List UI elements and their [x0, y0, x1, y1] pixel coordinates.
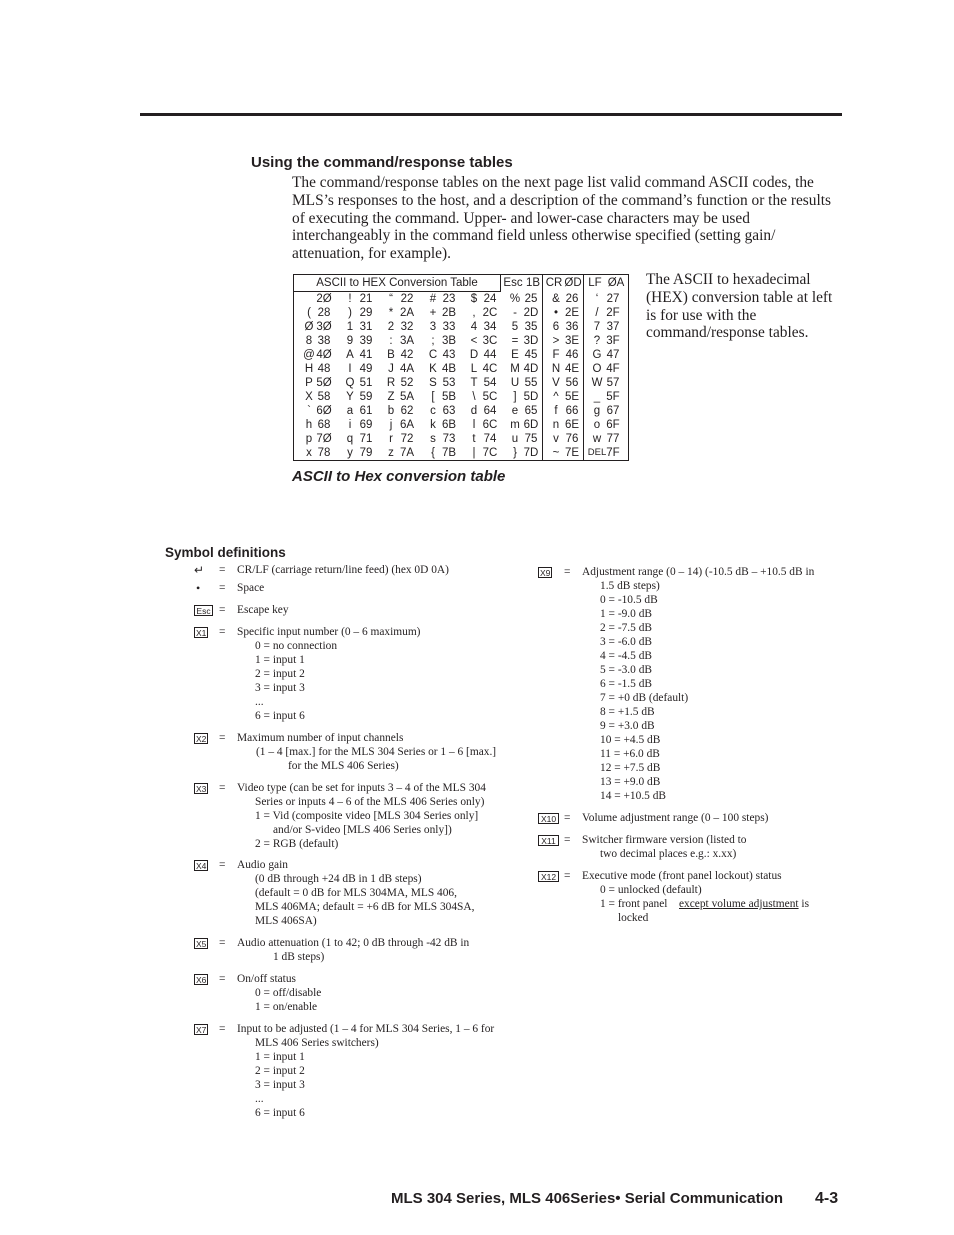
- x11-definition-line: two decimal places e.g.: x.xx): [600, 848, 737, 860]
- x10-symbol-box: X10: [538, 813, 559, 824]
- ascii-char: =: [511, 335, 519, 347]
- equals-sign: =: [219, 564, 226, 576]
- ascii-hex-value: 73: [442, 433, 456, 445]
- ascii-char: 4: [470, 321, 478, 333]
- ascii-char: v: [553, 433, 559, 445]
- ascii-char: f: [554, 405, 558, 417]
- ascii-hex-value: 3C: [482, 335, 498, 347]
- x1-definition-line: 6 = input 6: [255, 710, 305, 722]
- esc-label: Esc: [503, 277, 523, 289]
- ascii-char: g: [593, 405, 601, 417]
- ascii-char: (: [307, 307, 311, 319]
- x3-definition-line: 1 = Vid (composite video [MLS 304 Series only]: [255, 810, 479, 822]
- ascii-hex-value: 48: [317, 363, 331, 375]
- x12-underlined-text: except volume adjustment: [679, 898, 799, 910]
- ascii-hex-value: 23: [442, 293, 456, 305]
- esc-definition: Escape key: [237, 604, 289, 616]
- ascii-hex-value: 3E: [564, 335, 580, 347]
- ascii-char: _: [593, 391, 601, 403]
- equals-sign: =: [564, 812, 571, 824]
- ascii-hex-value: 4B: [441, 363, 457, 375]
- ascii-hex-value: 58: [317, 391, 331, 403]
- ascii-char: •: [553, 307, 559, 319]
- ascii-char: a: [346, 405, 354, 417]
- x3-definition-line: 2 = RGB (default): [255, 838, 339, 850]
- x9-definition-line: 4 = -4.5 dB: [600, 650, 652, 662]
- x11-definition-line: Switcher firmware version (listed to: [582, 834, 747, 846]
- ascii-char: [: [431, 391, 435, 403]
- ascii-hex-value: 7C: [482, 447, 498, 459]
- ascii-hex-value: 4F: [606, 363, 620, 375]
- equals-sign: =: [219, 732, 226, 744]
- x5-definition-line: Audio attenuation (1 to 42; 0 dB through -42 dB in: [237, 937, 470, 949]
- esc-hex: 1B: [525, 277, 541, 289]
- ascii-char: i: [348, 419, 352, 431]
- ascii-char: 1: [346, 321, 354, 333]
- ascii-table-title: ASCII to HEX Conversion Table: [294, 275, 501, 292]
- ascii-char: &: [552, 293, 560, 305]
- x12-definition-line: 0 = unlocked (default): [600, 884, 702, 896]
- x11-symbol-box: X11: [538, 835, 559, 846]
- ascii-hex-value: 25: [524, 293, 538, 305]
- ascii-char: +: [429, 307, 437, 319]
- x5-definition-line: 1 dB steps): [273, 951, 325, 963]
- ascii-char: O: [592, 363, 602, 375]
- ascii-char: d: [470, 405, 478, 417]
- ascii-hex-value: 6B: [441, 419, 457, 431]
- ascii-char: W: [591, 377, 603, 389]
- ascii-char: A: [346, 349, 354, 361]
- ascii-hex-table: [293, 274, 629, 461]
- equals-sign: =: [219, 973, 226, 985]
- x1-definition-line: 1 = input 1: [255, 654, 305, 666]
- ascii-char: `: [307, 405, 311, 417]
- page-number: 4-3: [815, 1190, 839, 1207]
- ascii-hex-value: 71: [359, 433, 373, 445]
- ascii-char: p: [305, 433, 313, 445]
- ascii-char: ?: [593, 335, 601, 347]
- equals-sign: =: [219, 582, 226, 594]
- equals-sign: =: [219, 604, 226, 616]
- x9-definition-line: 12 = +7.5 dB: [600, 762, 661, 774]
- ascii-char: V: [552, 377, 560, 389]
- ascii-hex-value: 74: [483, 433, 497, 445]
- ascii-hex-value: 3A: [399, 335, 415, 347]
- ascii-char: X: [305, 391, 313, 403]
- ascii-hex-value: 34: [483, 321, 497, 333]
- ascii-hex-value: 45: [524, 349, 538, 361]
- ascii-hex-value: 5A: [399, 391, 415, 403]
- ascii-hex-value: 2E: [564, 307, 580, 319]
- ascii-hex-value: 56: [565, 377, 579, 389]
- ascii-char: T: [470, 377, 478, 389]
- ascii-char: o: [593, 419, 601, 431]
- header-rule: [140, 113, 842, 116]
- ascii-char: K: [429, 363, 437, 375]
- ascii-char: |: [472, 447, 476, 459]
- ascii-char: /: [595, 307, 599, 319]
- ascii-char: B: [387, 349, 395, 361]
- ascii-hex-value: 47: [606, 349, 620, 361]
- ascii-hex-value: 6E: [564, 419, 580, 431]
- ascii-hex-value: 75: [524, 433, 538, 445]
- ascii-char: M: [510, 363, 520, 375]
- ascii-char: r: [389, 433, 393, 445]
- x3-definition-line: Series or inputs 4 – 6 of the MLS 406 Series only): [255, 796, 485, 808]
- ascii-char: P: [305, 377, 313, 389]
- ascii-hex-value: 5D: [523, 391, 539, 403]
- space-bullet-icon: •: [196, 581, 201, 595]
- x7-definition-line: ...: [255, 1093, 264, 1105]
- x9-definition-line: 1.5 dB steps): [600, 580, 660, 592]
- return-arrow-icon: ↵: [194, 563, 205, 577]
- equals-sign: =: [219, 1023, 226, 1035]
- ascii-char: c: [430, 405, 436, 417]
- footer-title: MLS 304 Series, MLS 406Series• Serial Communication: [391, 1190, 784, 1207]
- equals-sign: =: [219, 626, 226, 638]
- ascii-hex-value: 21: [359, 293, 373, 305]
- ascii-hex-value: 61: [359, 405, 373, 417]
- ascii-char: m: [510, 419, 520, 431]
- ascii-hex-value: 3F: [606, 335, 620, 347]
- ascii-hex-value: 54: [483, 377, 497, 389]
- ascii-char: Ø: [304, 321, 314, 333]
- ascii-char: <: [470, 335, 478, 347]
- ascii-hex-value: 57: [606, 377, 620, 389]
- ascii-char: :: [389, 335, 393, 347]
- ascii-hex-value: 55: [524, 377, 538, 389]
- ascii-char: {: [431, 447, 435, 459]
- x12-definition-line: locked: [618, 912, 649, 924]
- ascii-char: -: [513, 307, 517, 319]
- x5-symbol-box: X5: [196, 939, 207, 949]
- ascii-char: H: [304, 363, 314, 375]
- ascii-hex-value: 53: [442, 377, 456, 389]
- ascii-hex-value: 7Ø: [316, 433, 332, 445]
- ascii-hex-value: 5B: [441, 391, 457, 403]
- x6-definition-line: 1 = on/enable: [255, 1001, 318, 1013]
- ascii-char: z: [388, 447, 394, 459]
- ascii-hex-value: 27: [606, 293, 620, 305]
- ascii-hex-value: 6A: [399, 419, 415, 431]
- space-definition: Space: [237, 582, 265, 594]
- ascii-hex-value: 4E: [564, 363, 580, 375]
- x9-definition-line: 5 = -3.0 dB: [600, 664, 652, 676]
- x9-definition-line: 9 = +3.0 dB: [600, 720, 655, 732]
- ascii-char: ~: [552, 447, 560, 459]
- ascii-char: 6: [552, 321, 560, 333]
- x12-after-underline: is: [798, 898, 810, 910]
- cr-label: CR: [545, 277, 563, 289]
- ascii-char: !: [348, 293, 352, 305]
- x7-definition-line: 3 = input 3: [255, 1079, 305, 1091]
- ascii-hex-value: 3D: [523, 335, 539, 347]
- lf-label: LF: [588, 277, 602, 289]
- ascii-char: j: [389, 419, 393, 431]
- table-caption: ASCII to Hex conversion table: [292, 468, 506, 485]
- section-title: Using the command/response tables: [251, 154, 513, 171]
- table-divider: [583, 275, 584, 460]
- ascii-char: Q: [345, 377, 355, 389]
- x9-definition-line: 7 = +0 dB (default): [600, 692, 689, 704]
- ascii-char: \: [472, 391, 476, 403]
- x9-definition-line: 13 = +9.0 dB: [600, 776, 661, 788]
- ascii-hex-value: 5F: [606, 391, 620, 403]
- ascii-char: ;: [431, 335, 435, 347]
- ascii-char: $: [470, 293, 478, 305]
- ascii-hex-value: 7B: [441, 447, 457, 459]
- x3-definition-line: and/or S-video [MLS 406 Series only]): [273, 824, 452, 836]
- x9-definition-line: 10 = +4.5 dB: [600, 734, 661, 746]
- ascii-char: 3: [429, 321, 437, 333]
- ascii-hex-value: 7E: [564, 447, 580, 459]
- ascii-char: >: [552, 335, 560, 347]
- equals-sign: =: [564, 566, 571, 578]
- ascii-hex-value: 3B: [441, 335, 457, 347]
- x7-definition-line: 1 = input 1: [255, 1051, 305, 1063]
- ascii-hex-value: 66: [565, 405, 579, 417]
- ascii-hex-value: 62: [400, 405, 414, 417]
- x4-definition-line: Audio gain: [237, 859, 288, 871]
- x4-definition-line: MLS 406MA; default = +6 dB for MLS 304SA,: [255, 901, 475, 913]
- ascii-hex-value: 4A: [399, 363, 415, 375]
- x1-definition-line: 0 = no connection: [255, 640, 338, 652]
- ascii-char: w: [592, 433, 602, 445]
- ascii-char: ^: [553, 391, 559, 403]
- x7-definition-line: MLS 406 Series switchers): [255, 1037, 379, 1049]
- equals-sign: =: [219, 859, 226, 871]
- crlf-definition: CR/LF (carriage return/line feed) (hex 0D 0A): [237, 564, 449, 576]
- ascii-hex-value: 4D: [523, 363, 539, 375]
- ascii-hex-value: 46: [565, 349, 579, 361]
- ascii-hex-value: 63: [442, 405, 456, 417]
- ascii-char: DEL: [587, 447, 607, 458]
- ascii-char: 7: [593, 321, 601, 333]
- ascii-char: }: [513, 447, 517, 459]
- x1-definition-line: Specific input number (0 – 6 maximum): [237, 626, 421, 638]
- ascii-hex-value: 2B: [441, 307, 457, 319]
- x9-definition-line: 2 = -7.5 dB: [600, 622, 652, 634]
- ascii-hex-value: 2D: [523, 307, 539, 319]
- ascii-char: b: [387, 405, 395, 417]
- ascii-char: 8: [305, 335, 313, 347]
- x2-definition-line: for the MLS 406 Series): [288, 760, 399, 772]
- x7-definition-line: Input to be adjusted (1 – 4 for MLS 304 Series, 1 – 6 for: [237, 1023, 495, 1035]
- ascii-hex-value: 4C: [482, 363, 498, 375]
- ascii-char: n: [552, 419, 560, 431]
- ascii-char: N: [551, 363, 561, 375]
- ascii-char: “: [389, 293, 393, 305]
- x10-definition-line: Volume adjustment range (0 – 100 steps): [582, 812, 769, 824]
- side-note: The ASCII to hexadecimal (HEX) conversion table at left is for use with the command/response tables.: [646, 271, 833, 342]
- x7-definition-line: 2 = input 2: [255, 1065, 305, 1077]
- ascii-hex-value: 31: [359, 321, 373, 333]
- ascii-hex-value: 6D: [523, 419, 539, 431]
- ascii-hex-value: 3Ø: [316, 321, 332, 333]
- x2-definition-line: Maximum number of input channels: [237, 732, 404, 744]
- ascii-hex-value: 49: [359, 363, 373, 375]
- ascii-char: J: [388, 363, 394, 375]
- ascii-hex-value: 32: [400, 321, 414, 333]
- symbol-definitions-heading: Symbol definitions: [165, 545, 286, 560]
- ascii-hex-value: 37: [606, 321, 620, 333]
- ascii-hex-value: 52: [400, 377, 414, 389]
- ascii-hex-value: 33: [442, 321, 456, 333]
- ascii-char: @: [303, 349, 315, 361]
- ascii-char: Y: [346, 391, 354, 403]
- ascii-hex-value: 24: [483, 293, 497, 305]
- x4-definition-line: MLS 406SA): [255, 915, 317, 927]
- x12-definition-line: 1 = front panel: [600, 898, 668, 910]
- x4-symbol-box: X4: [196, 861, 207, 871]
- ascii-hex-value: 59: [359, 391, 373, 403]
- ascii-hex-value: 26: [565, 293, 579, 305]
- ascii-hex-value: 7D: [523, 447, 539, 459]
- ascii-hex-value: 5C: [482, 391, 498, 403]
- x9-definition-line: 3 = -6.0 dB: [600, 636, 652, 648]
- ascii-hex-value: 2F: [606, 307, 620, 319]
- ascii-char: U: [510, 377, 520, 389]
- ascii-char: *: [388, 307, 394, 319]
- x9-definition-line: 11 = +6.0 dB: [600, 748, 660, 760]
- ascii-char: y: [347, 447, 353, 459]
- ascii-hex-value: 51: [359, 377, 373, 389]
- ascii-hex-value: 4Ø: [316, 349, 332, 361]
- equals-sign: =: [219, 937, 226, 949]
- ascii-hex-value: 67: [606, 405, 620, 417]
- ascii-char: 9: [346, 335, 354, 347]
- lf-hex: ØA: [607, 277, 625, 289]
- ascii-hex-value: 7F: [606, 447, 620, 459]
- ascii-char: ): [348, 307, 352, 319]
- ascii-char: R: [386, 377, 396, 389]
- ascii-char: S: [429, 377, 437, 389]
- ascii-char: q: [346, 433, 354, 445]
- ascii-hex-value: 7A: [399, 447, 415, 459]
- x1-definition-line: 2 = input 2: [255, 668, 305, 680]
- ascii-hex-value: 41: [359, 349, 373, 361]
- x9-definition-line: 1 = -9.0 dB: [600, 608, 652, 620]
- x12-definition-line: Executive mode (front panel lockout) status: [582, 870, 782, 882]
- ascii-char: u: [511, 433, 519, 445]
- ascii-hex-value: 39: [359, 335, 373, 347]
- x9-symbol-box: X9: [540, 568, 551, 578]
- ascii-hex-value: 29: [359, 307, 373, 319]
- ascii-char: 2: [387, 321, 395, 333]
- ascii-hex-value: 44: [483, 349, 497, 361]
- x9-definition-line: Adjustment range (0 – 14) (-10.5 dB – +10.5 dB in: [582, 566, 815, 578]
- x7-symbol-box: X7: [196, 1025, 207, 1035]
- x6-definition-line: On/off status: [237, 973, 296, 985]
- ascii-char: s: [430, 433, 436, 445]
- ascii-hex-value: 2A: [399, 307, 415, 319]
- x1-symbol-box: X1: [196, 628, 207, 638]
- x4-definition-line: (0 dB through +24 dB in 1 dB steps): [255, 873, 422, 885]
- ascii-char: t: [472, 433, 476, 445]
- intro-paragraph: The command/response tables on the next page list valid command ASCII codes, the MLS’s responses to the host, and a description of the command’s function or the results of executing the command. Upper- and lower-case characters may be used interchangeably in the command field unless otherwise specified (setting gain/ attenuation, for example).: [292, 174, 832, 263]
- ascii-hex-value: 6C: [482, 419, 498, 431]
- x9-definition-line: 0 = -10.5 dB: [600, 594, 658, 606]
- ascii-hex-value: 76: [565, 433, 579, 445]
- ascii-char: k: [430, 419, 436, 431]
- ascii-hex-value: 22: [400, 293, 414, 305]
- x12-symbol-box: X12: [538, 871, 559, 882]
- ascii-hex-value: 6F: [606, 419, 620, 431]
- ascii-hex-value: 69: [359, 419, 373, 431]
- ascii-char: E: [511, 349, 519, 361]
- ascii-hex-value: 38: [317, 335, 331, 347]
- ascii-hex-value: 2Ø: [316, 293, 332, 305]
- ascii-char: 5: [511, 321, 519, 333]
- ascii-hex-value: 35: [524, 321, 538, 333]
- x9-definition-line: 14 = +10.5 dB: [600, 790, 667, 802]
- ascii-char: ,: [472, 307, 476, 319]
- x1-definition-line: 3 = input 3: [255, 682, 305, 694]
- ascii-hex-value: 2C: [482, 307, 498, 319]
- ascii-char: h: [305, 419, 313, 431]
- ascii-hex-value: 68: [317, 419, 331, 431]
- equals-sign: =: [564, 834, 571, 846]
- ascii-char: %: [509, 293, 521, 305]
- x1-definition-line: ...: [255, 696, 264, 708]
- ascii-hex-value: 78: [317, 447, 331, 459]
- ascii-hex-value: 79: [359, 447, 373, 459]
- ascii-hex-value: 5Ø: [316, 377, 332, 389]
- ascii-char: ‘: [595, 293, 599, 305]
- ascii-char: ]: [513, 391, 517, 403]
- ascii-char: L: [470, 363, 478, 375]
- ascii-char: I: [348, 363, 352, 375]
- ascii-char: D: [469, 349, 479, 361]
- ascii-char: Z: [387, 391, 395, 403]
- x9-definition-line: 8 = +1.5 dB: [600, 706, 655, 718]
- x4-definition-line: (default = 0 dB for MLS 304MA, MLS 406,: [255, 887, 457, 899]
- ascii-hex-value: 72: [400, 433, 414, 445]
- x3-symbol-box: X3: [196, 784, 207, 794]
- ascii-hex-value: 64: [483, 405, 497, 417]
- ascii-hex-value: 42: [400, 349, 414, 361]
- ascii-char: F: [552, 349, 560, 361]
- x9-definition-line: 6 = -1.5 dB: [600, 678, 652, 690]
- cr-hex: ØD: [564, 277, 582, 289]
- x3-definition-line: Video type (can be set for inputs 3 – 4 of the MLS 304: [237, 782, 486, 794]
- ascii-char: l: [472, 419, 476, 431]
- ascii-char: C: [428, 349, 438, 361]
- esc-key-box: Esc: [194, 605, 213, 616]
- x12-definition-line-tail: [679, 897, 809, 911]
- x6-definition-line: 0 = off/disable: [255, 987, 322, 999]
- ascii-char: x: [306, 447, 312, 459]
- x2-symbol-box: X2: [196, 734, 207, 744]
- ascii-hex-value: 43: [442, 349, 456, 361]
- ascii-char: G: [592, 349, 602, 361]
- ascii-hex-value: 65: [524, 405, 538, 417]
- equals-sign: =: [564, 870, 571, 882]
- ascii-hex-value: 36: [565, 321, 579, 333]
- ascii-hex-value: 28: [317, 307, 331, 319]
- ascii-hex-value: 5E: [564, 391, 580, 403]
- equals-sign: =: [219, 782, 226, 794]
- x6-symbol-box: X6: [196, 975, 207, 985]
- x7-definition-line: 6 = input 6: [255, 1107, 305, 1119]
- ascii-char: e: [511, 405, 519, 417]
- x2-definition-line: (1 – 4 [max.] for the MLS 304 Series or 1 – 6 [max.]: [256, 746, 497, 758]
- ascii-hex-value: 6Ø: [316, 405, 332, 417]
- table-divider: [542, 275, 543, 460]
- ascii-hex-value: 77: [606, 433, 620, 445]
- ascii-char: #: [429, 293, 437, 305]
